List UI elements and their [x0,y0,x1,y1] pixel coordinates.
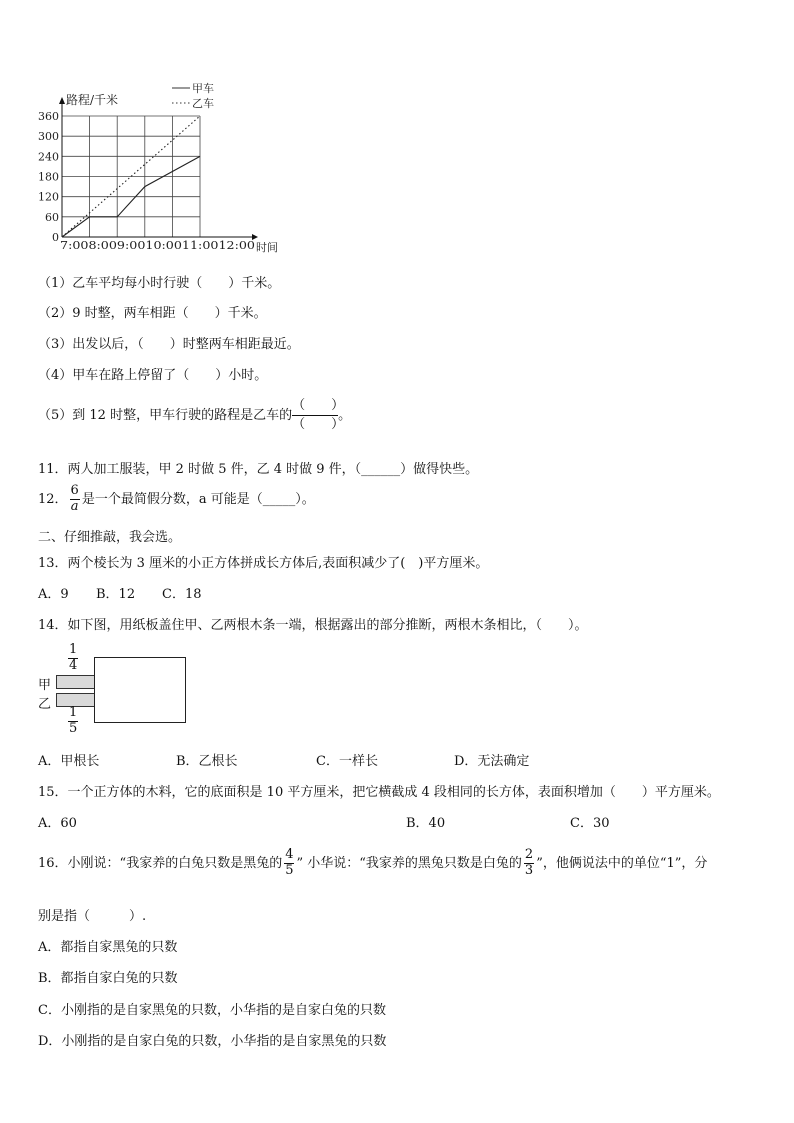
q10-sub1: （1）乙车平均每小时行驶（ ）千米。 [38,276,281,291]
fraction-numerator: 2 [524,847,534,862]
label-yi: 乙 [38,697,52,712]
q14-option-b[interactable]: B．乙根长 [176,754,238,769]
chart-axes [59,97,258,240]
y-tick-label: 120 [38,190,59,204]
q12-number: 12． [38,491,68,507]
q10-sub2: （2）9 时整，两车相距（ ）千米。 [38,306,267,321]
y-tick-label: 300 [38,130,59,144]
q10-sub4: （4）甲车在路上停留了（ ）小时。 [38,368,268,383]
question-11: 11．两人加工服装，甲 2 时做 5 件，乙 4 时做 9 件，（______）做得快些。 [38,462,479,477]
q16-text-3: ”，他俩说法中的单位“1”，分 [536,855,708,871]
q15-option-a[interactable]: A．60 [38,816,77,831]
x-tick-labels: 7:008:009:0010:0011:0012:00 [60,239,255,252]
q13-option-b[interactable]: B．12 [96,587,136,602]
fraction-denominator: 5 [285,862,294,878]
q16-text-1: 16．小刚说：“我家养的白兔只数是黑兔的 [38,855,283,871]
fraction-denominator: 3 [524,862,534,878]
q13-option-a[interactable]: A．9 [38,587,69,602]
distance-time-chart [30,80,280,258]
fraction-numerator: 1 [69,705,78,720]
q12-fraction [70,484,80,515]
q14-option-d[interactable]: D．无法确定 [454,754,530,769]
y-axis-arrow [59,97,65,104]
question-16-line-2: 别是指（ ）. [38,909,147,924]
cardboard-cover [94,657,186,723]
legend-label-yi: 乙车 [192,97,214,110]
question-14: 14．如下图，用纸板盖住甲、乙两根木条一端，根据露出的部分推断，两根木条相比，（ ）。 [38,618,588,633]
y-tick-label: 180 [38,170,59,184]
fraction-denominator: a [70,498,79,514]
y-axis-label: 路程/千米 [66,93,119,107]
q16-option-c[interactable]: C．小刚指的是自家黑兔的只数，小华指的是自家白兔的只数 [38,1003,386,1018]
fraction-denominator: 4 [69,657,78,673]
q13-option-c[interactable]: C．18 [162,587,202,602]
stick-jia [56,675,98,689]
q14-top-fraction [68,643,78,674]
fraction-numerator: （ ） [292,397,338,416]
q16-option-d[interactable]: D．小刚指的是自家白兔的只数，小华指的是自家黑兔的只数 [38,1034,387,1049]
q16-text-2: ” 小华说：“我家养的黑兔只数是白兔的 [296,855,522,871]
label-jia: 甲 [38,678,52,693]
y-tick-label: 360 [38,110,59,123]
q15-option-b[interactable]: B．40 [406,816,446,831]
y-tick-label: 60 [45,210,59,224]
question-16-line-1 [38,848,707,879]
y-tick-label: 240 [38,150,59,164]
q10-sub5-text: （5）到 12 时整，甲车行驶的路程是乙车的 [38,408,293,423]
q14-option-a[interactable]: A．甲根长 [38,754,100,769]
q16-fraction-2 [524,848,534,879]
question-15: 15．一个正方体的木料，它的底面积是 10 平方厘米，把它横截成 4 段相同的长方体，表面积增加（ ）平方厘米。 [38,785,720,800]
question-12 [38,484,315,515]
q16-fraction-1 [284,848,294,879]
fraction-numerator: 4 [285,847,294,862]
fraction-numerator: 1 [69,642,78,657]
q10-sub5-blank-fraction [292,397,345,434]
q15-option-c[interactable]: C．30 [570,816,610,831]
section-heading-2: 二、仔细推敲，我会选。 [38,530,182,545]
question-13: 13．两个棱长为 3 厘米的小正方体拼成长方体后,表面积减少了( )平方厘米。 [38,556,489,571]
fraction-denominator: 5 [69,720,78,736]
stick-yi [56,693,98,707]
q14-option-c[interactable]: C．一样长 [316,754,378,769]
q10-sub3: （3）出发以后，（ ）时整两车相距最近。 [38,337,300,352]
q16-option-a[interactable]: A．都指自家黑兔的只数 [38,940,178,955]
q16-option-b[interactable]: B．都指自家白兔的只数 [38,971,178,986]
chart-ticks [38,110,59,244]
q10-sub5 [38,397,351,434]
q14-bottom-fraction [68,706,78,737]
fraction-numerator: 6 [70,483,79,498]
q10-sub5-end: 。 [338,408,352,423]
fraction-denominator: （ ） [292,417,345,432]
x-axis-label: 时间 [256,241,278,254]
q14-figure [38,643,198,743]
legend-label-jia: 甲车 [192,82,214,95]
q12-text: 是一个最简假分数，a 可能是（_____）。 [81,491,315,507]
y-tick-label: 0 [52,231,59,244]
